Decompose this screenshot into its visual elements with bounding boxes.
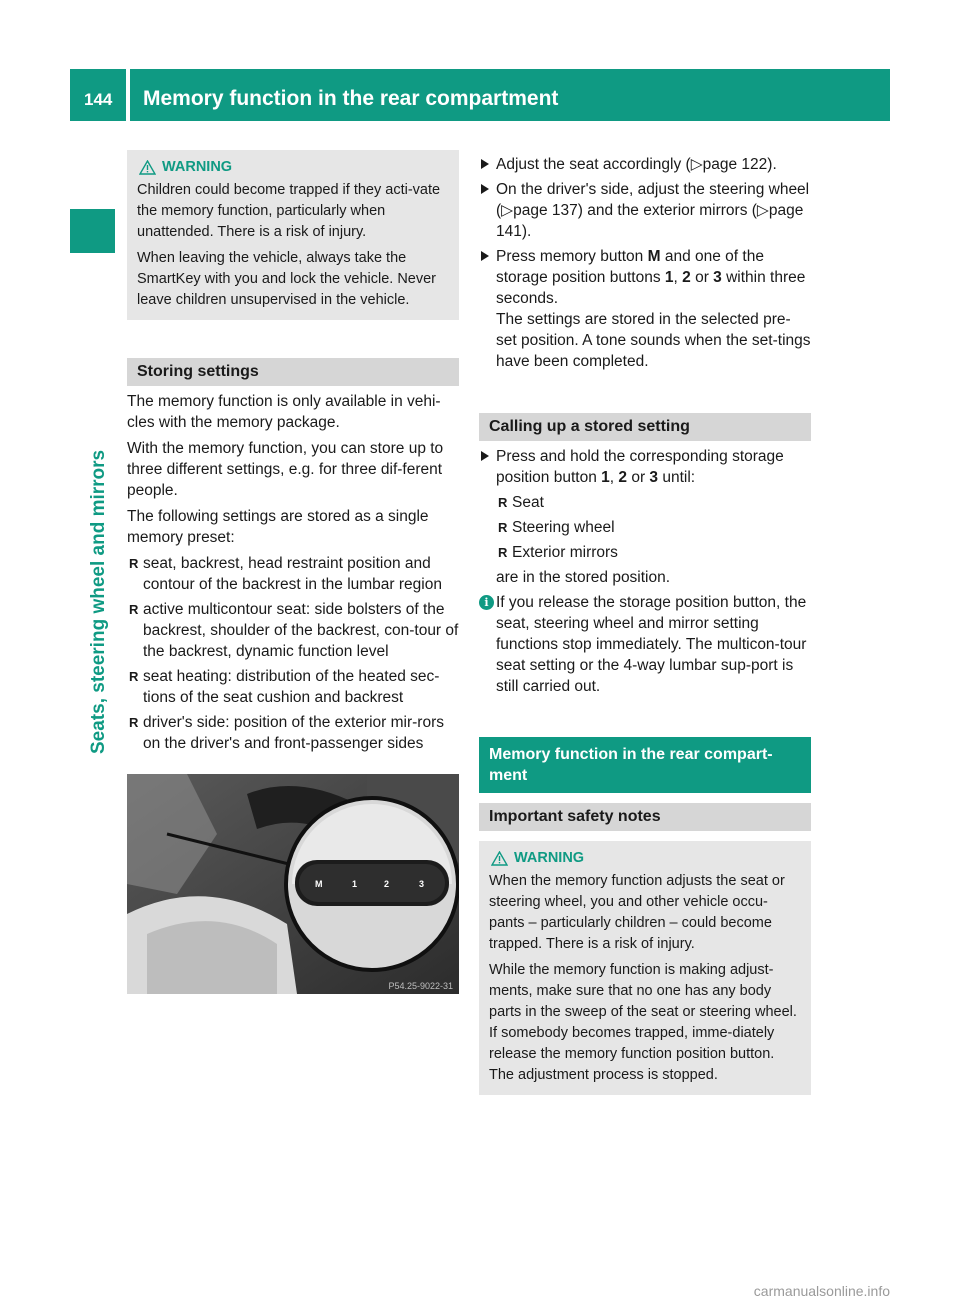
button-label-2: 2: [618, 469, 628, 486]
warning-text: While the memory function is making adjust-ments, make sure that no one has any body parts in the sweep of the seat or steering wheel. If somebody becomes trapped, imme-diately release the memory function position button. The adjustment process is stopped.: [489, 962, 797, 1083]
list-item: R Steering wheel: [496, 517, 811, 538]
call-steps-list: [479, 446, 811, 588]
warning-triangle-icon: [139, 160, 156, 175]
page-ref-triangle-icon: ▷: [501, 202, 514, 219]
figure-code: P54.25-9022-31: [388, 981, 453, 991]
left-column: [127, 150, 459, 994]
list-item: R seat, backrest, head restraint position and contour of the backrest in the lumbar region: [127, 553, 459, 595]
door-panel-figure: [127, 774, 459, 994]
page-ref-triangle-icon: ▷: [756, 202, 769, 219]
button-label-2: 2: [682, 269, 691, 286]
list-item: R seat heating: distribution of the heated sec-tions of the seat cushion and backrest: [127, 666, 459, 708]
info-icon: i: [479, 595, 494, 610]
button-label-1: 1: [601, 469, 610, 486]
step-text: ,: [609, 469, 619, 486]
side-tab-marker: [70, 209, 115, 253]
step-result: The settings are stored in the selected pre-set position. A tone sounds when the set-tings have been completed.: [496, 311, 811, 370]
step-text: ,: [673, 269, 683, 286]
step-item: [479, 154, 811, 175]
step-text: within three seconds.: [496, 269, 806, 307]
step-text: Adjust the seat accordingly (: [496, 156, 691, 173]
warning-text: When leaving the vehicle, always take the SmartKey with you and lock the vehicle. Never leave children unsupervised in the vehicle.: [137, 250, 436, 308]
step-arrow-icon: [481, 451, 489, 461]
paragraph: The memory function is only available in vehi-cles with the memory package.: [127, 393, 441, 431]
memory-button-3: 3: [419, 879, 425, 889]
page-ref-link[interactable]: page 122: [702, 156, 768, 173]
step-item: [479, 246, 811, 372]
page-ref-link[interactable]: page 141: [496, 202, 804, 240]
button-label-3: 3: [649, 469, 659, 486]
warning-title: WARNING: [162, 159, 233, 175]
memory-button-1: 1: [352, 879, 358, 889]
page-ref-link[interactable]: page 137: [513, 202, 578, 219]
info-note: [479, 592, 811, 697]
warning-title: WARNING: [514, 850, 585, 866]
step-text: Press memory button: [496, 248, 648, 265]
step-item: [479, 446, 811, 588]
step-text: Press and hold the corresponding storage position button: [496, 448, 784, 486]
warning-box: [479, 841, 811, 1095]
step-text: On the driver's side, adjust the steering wheel (: [496, 181, 810, 219]
section-heading-safety-notes: Important safety notes: [479, 803, 811, 831]
step-text: or: [627, 469, 650, 486]
warning-triangle-icon: [491, 851, 508, 866]
section-heading-storing-settings: Storing settings: [127, 358, 459, 386]
step-text: or: [690, 269, 714, 286]
button-label-3: 3: [713, 269, 722, 286]
warning-box: [127, 150, 459, 320]
page-number: 144: [84, 90, 113, 109]
memory-button-2: 2: [384, 879, 390, 889]
page-title: Memory function in the rear compartment: [143, 87, 559, 110]
right-column: [479, 154, 811, 1095]
warning-text: Children could become trapped if they acti-vate the memory function, particularly when unattended. There is a risk of injury.: [137, 182, 441, 240]
button-label-m: M: [647, 248, 661, 265]
memory-button-m: M: [315, 879, 323, 889]
footer-watermark: carmanualsonline.info: [753, 1283, 890, 1299]
section-heading-rear-compartment: Memory function in the rear compart-ment: [479, 737, 811, 793]
info-text: If you release the storage position button, the seat, steering wheel and mirror setting functions stop immediately. The multicon-tour seat setting or the 4-way lumbar sup-port is still carried out.: [496, 594, 807, 695]
list-item: R Exterior mirrors: [496, 542, 811, 563]
step-arrow-icon: [481, 184, 489, 194]
section-heading-calling-up: Calling up a stored setting: [479, 413, 811, 441]
stored-items-list: [496, 492, 811, 563]
paragraph: With the memory function, you can store up to three different settings, e.g. for three dif-ferent people.: [127, 440, 444, 499]
list-item: R Seat: [496, 492, 811, 513]
steps-list: [479, 154, 811, 372]
step-text: ).: [767, 156, 777, 173]
step-text: ) and the exterior mirrors (: [577, 202, 757, 219]
button-label-1: 1: [664, 269, 674, 286]
warning-heading: [489, 848, 801, 868]
settings-list: [127, 553, 459, 754]
memory-button-labels: [127, 774, 459, 994]
paragraph: The following settings are stored as a single memory preset:: [127, 508, 429, 546]
header-divider: [126, 69, 130, 121]
warning-heading: [137, 157, 449, 177]
step-result: are in the stored position.: [496, 569, 671, 586]
step-text: and one of the storage position buttons: [496, 248, 764, 286]
step-arrow-icon: [481, 251, 489, 261]
page-ref-triangle-icon: ▷: [690, 156, 703, 173]
step-arrow-icon: [481, 159, 489, 169]
step-text: ).: [521, 223, 532, 240]
step-text: until:: [658, 469, 696, 486]
side-tab-label: Seats, steering wheel and mirrors: [88, 449, 109, 754]
warning-text: When the memory function adjusts the seat or steering wheel, you and other vehicle occu-pants – particularly children – could become trapped. There is a risk of injury.: [489, 873, 785, 952]
list-item: R active multicontour seat: side bolsters of the backrest, shoulder of the backrest, con-tour of the backrest, dynamic function level: [127, 599, 459, 662]
side-tab: [70, 260, 115, 760]
step-item: [479, 179, 811, 242]
list-item: R driver's side: position of the exterior mir-rors on the driver's and front-passenger sides: [127, 712, 459, 754]
